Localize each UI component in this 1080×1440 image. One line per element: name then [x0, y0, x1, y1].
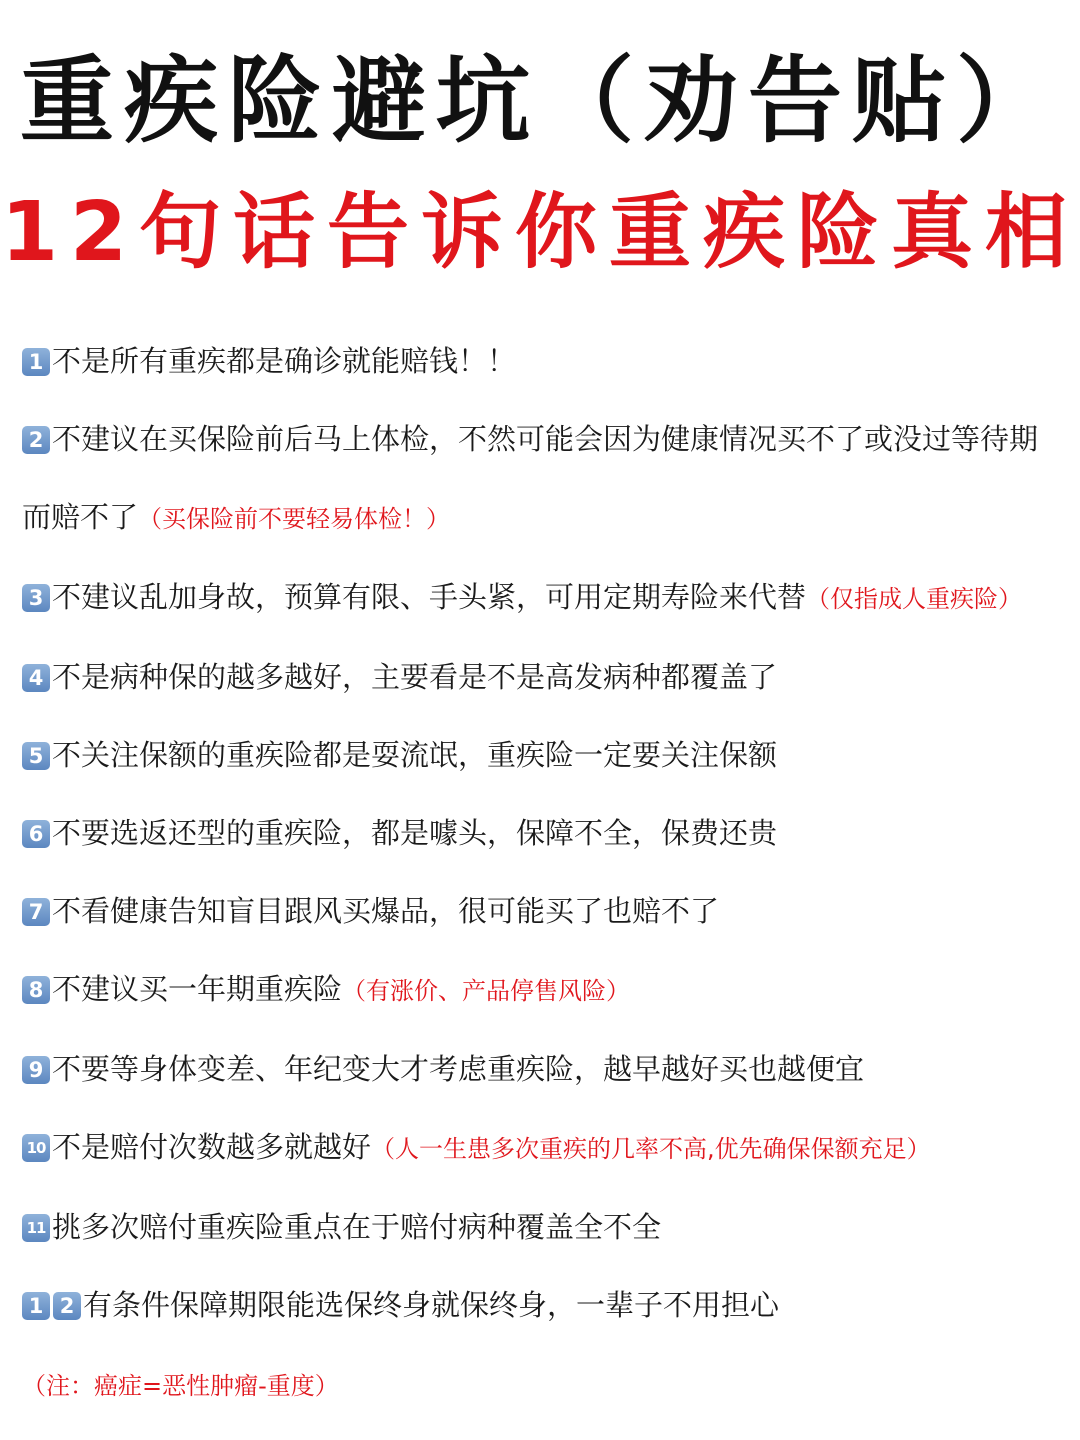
tip-list	[22, 322, 1074, 1344]
tip-text: 不是所有重疾都是确诊就能赔钱！！	[52, 344, 517, 378]
tip-text: 不关注保额的重疾险都是耍流氓，重疾险一定要关注保额	[52, 738, 778, 772]
tip-item	[22, 872, 1074, 950]
tip-item	[22, 558, 1074, 638]
tip-item	[22, 1108, 1074, 1188]
tip-item	[22, 794, 1074, 872]
keycap-number-icon: 1	[22, 1292, 50, 1320]
number-badge	[22, 871, 50, 949]
keycap-number-icon: 2	[22, 426, 50, 454]
number-badge	[22, 399, 50, 477]
tip-text: 挑多次赔付重疾险重点在于赔付病种覆盖全不全	[52, 1210, 662, 1244]
tip-note: （人一生患多次重疾的几率不高,优先确保保额充足）	[371, 1135, 931, 1163]
number-badge	[22, 1107, 50, 1185]
tip-item	[22, 1188, 1074, 1266]
keycap-number-icon: 10	[22, 1134, 50, 1162]
tip-text: 不是病种保的越多越好，主要看是不是高发病种都覆盖了	[52, 660, 778, 694]
keycap-number-icon: 2	[53, 1292, 81, 1320]
tip-item	[22, 1266, 1074, 1344]
tip-text: 不要选返还型的重疾险，都是噱头，保障不全，保费还贵	[52, 816, 778, 850]
tip-item	[22, 638, 1074, 716]
tip-text: 不建议在买保险前后马上体检，不然可能会因为健康情况买不了或没过等待期而赔不了	[22, 422, 1039, 534]
keycap-number-icon: 6	[22, 820, 50, 848]
tip-item	[22, 950, 1074, 1030]
tip-text: 不看健康告知盲目跟风买爆品，很可能买了也赔不了	[52, 894, 720, 928]
number-badge	[22, 1187, 50, 1265]
keycap-number-icon: 7	[22, 898, 50, 926]
tip-item	[22, 1030, 1074, 1108]
footnote: （注：癌症=恶性肿瘤-重度）	[22, 1372, 339, 1400]
tip-text: 有条件保障期限能选保终身就保终身，一辈子不用担心	[83, 1288, 780, 1322]
tip-item	[22, 716, 1074, 794]
tip-text: 不要等身体变差、年纪变大才考虑重疾险，越早越好买也越便宜	[52, 1052, 865, 1086]
number-badge	[22, 557, 50, 635]
number-badge	[22, 1029, 50, 1107]
number-badge	[22, 321, 50, 399]
number-badge	[22, 793, 50, 871]
tip-item	[22, 322, 1074, 400]
tip-note: （仅指成人重疾险）	[806, 585, 1023, 613]
keycap-number-icon: 9	[22, 1056, 50, 1084]
tip-text: 不是赔付次数越多就越好	[52, 1130, 372, 1164]
number-badge	[22, 637, 50, 715]
keycap-number-icon: 3	[22, 584, 50, 612]
keycap-number-icon: 1	[22, 348, 50, 376]
tip-note: （买保险前不要轻易体检！）	[138, 505, 451, 533]
number-badge	[22, 715, 50, 793]
keycap-number-icon: 11	[22, 1214, 50, 1242]
keycap-number-icon: 4	[22, 664, 50, 692]
tip-text: 不建议买一年期重疾险	[52, 972, 343, 1006]
keycap-number-icon: 5	[22, 742, 50, 770]
tip-note: （有涨价、产品停售风险）	[342, 977, 631, 1005]
tip-text: 不建议乱加身故，预算有限、手头紧，可用定期寿险来代替	[52, 580, 807, 614]
page-subtitle: 12句话告诉你重疾险真相	[0, 185, 1080, 280]
page-title: 重疾险避坑（劝告贴）	[19, 47, 1060, 156]
tip-item	[22, 400, 1052, 558]
number-badge	[22, 1265, 81, 1343]
number-badge	[22, 949, 50, 1027]
keycap-number-icon: 8	[22, 976, 50, 1004]
